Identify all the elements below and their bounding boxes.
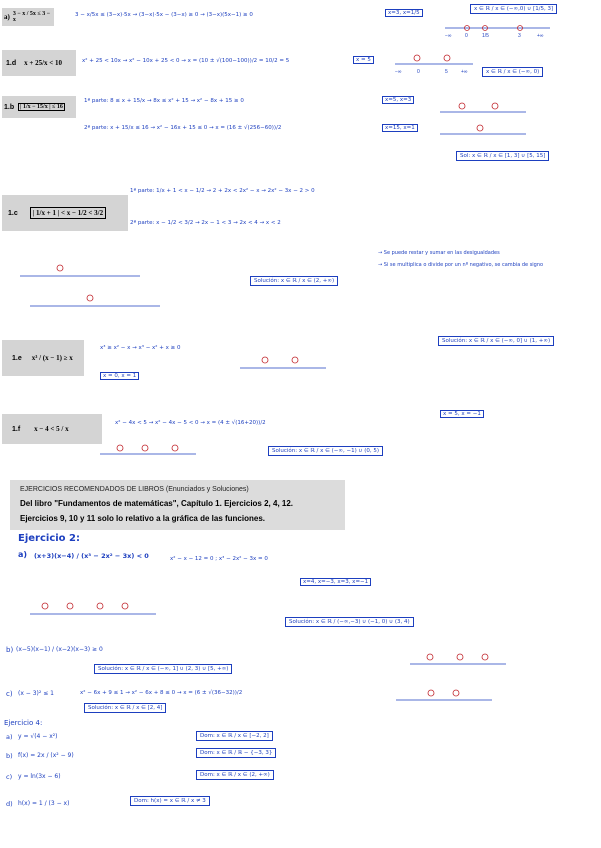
line-d-pos: +∞ [461, 69, 468, 75]
problem-d-expression: x + 25/x < 10 [24, 59, 63, 67]
problem-c-solution: Solución: x ∈ ℝ / x ∈ (2, +∞) [250, 276, 338, 286]
line-d-zero: 0 [417, 69, 420, 75]
ex4-d-solution: Dom: h(x) = x ∈ ℝ / x ≠ 3 [130, 796, 210, 806]
problem-b-part1: 1ª parte: 8 ≤ x + 15/x → 8x ≤ x² + 15 → x² − 8x + 15 ≥ 0 [84, 98, 244, 104]
ex4-b-label: b) [6, 752, 13, 760]
recommended-exercises-banner [10, 480, 345, 530]
recommended-book-line: Del libro "Fundamentos de matemáticas", Capítulo 1. Ejercicios 2, 4, 12. [20, 499, 294, 508]
line-a-neg: −∞ [445, 33, 452, 39]
problem-e-solution: Solución: x ∈ ℝ / x ∈ (−∞, 0] ∪ (1, +∞) [438, 336, 554, 346]
problem-f-box [2, 414, 102, 444]
ex2-b-expression: (x−5)(x−1) / (x−2)(x−3) ≥ 0 [16, 646, 103, 653]
ex4-d-label: d) [6, 800, 13, 808]
ex2-a-expression: (x+3)(x−4) / (x³ − 2x² − 3x) < 0 [34, 552, 149, 560]
ex2-a-label: a) [18, 550, 28, 559]
problem-d-box [2, 50, 76, 76]
note-sign-change: → Si se multiplica o divide por un nº negativo, se cambia de signo [378, 262, 544, 268]
problem-d-root: x = 5 [353, 56, 374, 64]
ex2-c-number-line [396, 686, 496, 710]
problem-b-roots1: x=5, x=3 [382, 96, 414, 104]
recommended-heading: EJERCICIOS RECOMENDADOS DE LIBROS (Enunciados y Soluciones) [20, 486, 249, 493]
ex4-d-expression: h(x) = 1 / (3 − x) [18, 800, 70, 807]
problem-f-roots: x = 5, x = −1 [440, 410, 484, 418]
ex2-c-expression: (x − 3)² ≤ 1 [18, 690, 54, 697]
problem-c-expression: | 1/x + 1 | < x − 1/2 < 3/2 [30, 207, 106, 219]
problem-b-part2: 2ª parte: x + 15/x ≤ 16 → x² − 16x + 15 ≤ 0 → x = (16 ± √(256−60))/2 [84, 125, 282, 131]
problem-c-part2: 2ª parte: x − 1/2 < 3/2 → 2x − 1 < 3 → 2x < 4 → x < 2 [130, 220, 281, 226]
problem-f-expression: x − 4 < 5 / x [34, 425, 69, 433]
problem-b-roots2: x=15, x=1 [382, 124, 418, 132]
problem-c-part1: 1ª parte: 1/x + 1 < x − 1/2 → 2 + 2x < 2x² − x → 2x² − 3x − 2 > 0 [130, 188, 315, 194]
problem-a-label: a) [4, 13, 10, 21]
ex2-c-label: c) [6, 690, 13, 698]
problem-e-label: 1.e [12, 354, 22, 362]
problem-f-solution: Solución: x ∈ ℝ / x ∈ (−∞, −1) ∪ (0, 5) [268, 446, 383, 456]
ex2-b-label: b) [6, 646, 14, 654]
problem-c-number-line [20, 258, 170, 318]
problem-c-label: 1.c [8, 209, 18, 217]
problem-f-work: x² − 4x < 5 → x² − 4x − 5 < 0 → x = (4 ± √(16+20))/2 [115, 420, 266, 426]
ex2-a-solution: Solución: x ∈ ℝ / (−∞,−3) ∪ (−1, 0) ∪ (3, 4) [285, 617, 414, 627]
problem-e-number-line [240, 352, 330, 380]
note-sum-subtract: → Se puede restar y sumar en las desigualdades [378, 250, 500, 256]
line-a-pos: +∞ [537, 33, 544, 39]
ex4-a-expression: y = √(4 − x²) [18, 733, 58, 740]
ex2-c-work: x² − 6x + 9 ≤ 1 → x² − 6x + 8 ≤ 0 → x = (6 ± √(36−32))/2 [80, 690, 243, 696]
problem-f-label: 1.f [12, 425, 21, 433]
problem-b-solution: Sol: x ∈ ℝ / x ∈ [1, 3] ∪ [5, 15] [456, 151, 549, 161]
line-a-zero: 0 [465, 33, 468, 39]
ex2-b-number-line [410, 650, 510, 674]
problem-d-number-line [395, 52, 475, 74]
ex2-a-work: x² − x − 12 = 0 ; x³ − 2x² − 3x = 0 [170, 556, 268, 562]
exercise2-title: Ejercicio 2: [18, 533, 80, 544]
ex4-c-expression: y = ln(3x − 6) [18, 773, 61, 780]
exercise4-title: Ejercicio 4: [4, 719, 43, 727]
ex4-b-solution: Dom: x ∈ ℝ / ℝ − {−3, 3} [196, 748, 276, 758]
ex4-a-solution: Dom: x ∈ ℝ / x ∈ [−2, 2] [196, 731, 273, 741]
problem-d-work: x² + 25 < 10x → x² − 10x + 25 < 0 → x = (10 ± √(100−100))/2 = 10/2 = 5 [82, 58, 290, 64]
problem-a-solution: x ∈ ℝ / x ∈ (−∞,0) ∪ [1/5, 3] [470, 4, 557, 14]
problem-a-work: 3 − x/5x ≤ (3−x)·5x → (3−x)·5x − (3−x) ≥ 0 → (3−x)(5x−1) ≥ 0 [75, 12, 253, 18]
problem-e-roots: x = 0, x = 1 [100, 372, 139, 380]
line-d-neg: −∞ [395, 69, 402, 75]
problem-d-solution: x ∈ ℝ / x ∈ (−∞, 0) [482, 67, 543, 77]
ex4-c-label: c) [6, 773, 13, 781]
problem-b-box [2, 96, 76, 118]
line-a-three: 3 [518, 33, 521, 39]
ex4-a-label: a) [6, 733, 13, 741]
problem-d-label: 1.d [6, 59, 17, 67]
problem-b-expression: | 1/x − 15/x | ≤ 16 [20, 104, 63, 110]
ex2-a-number-line [30, 598, 160, 624]
problem-e-box [2, 340, 84, 376]
problem-c-box [2, 195, 128, 231]
problem-a-number-line [445, 20, 555, 38]
ex4-c-solution: Dom: x ∈ ℝ / x ∈ (2, +∞) [196, 770, 274, 780]
problem-f-number-line [100, 440, 200, 464]
problem-e-work: x³ ≥ x² − x → x³ − x² + x ≥ 0 [100, 345, 181, 351]
line-d-five: 5 [445, 69, 448, 75]
recommended-functions-line: Ejercicios 9, 10 y 11 solo lo relativo a la gráfica de las funciones. [20, 514, 265, 523]
problem-a-box [2, 8, 54, 26]
problem-b-label: 1.b [4, 103, 15, 111]
ex4-b-expression: f(x) = 2x / (x² − 9) [18, 752, 74, 759]
problem-e-expression: x³ / (x − 1) ≥ x [31, 354, 73, 362]
problem-a-expression: 3 − x / 5x ≤ 3 − x [12, 11, 51, 23]
ex2-c-solution: Solución: x ∈ ℝ / x ∈ [2, 4] [84, 703, 166, 713]
line-a-fifth: 1/5 [482, 33, 489, 39]
problem-b-number-line [440, 100, 530, 142]
ex2-a-roots: x=4, x=−3, x=3, x=−1 [300, 578, 371, 586]
problem-a-roots: x=3, x=1/5 [385, 9, 423, 17]
ex2-b-solution: Solución: x ∈ ℝ / x ∈ (−∞, 1] ∪ (2, 3) ∪ [5, +∞) [94, 664, 232, 674]
